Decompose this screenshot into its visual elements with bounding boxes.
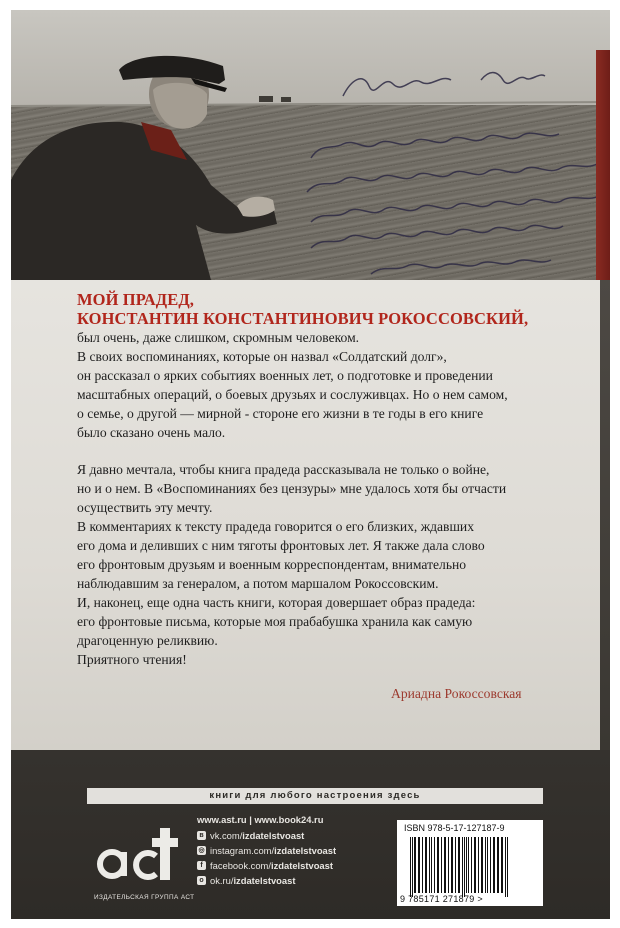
text-line: был очень, даже слишком, скромным человеком. (77, 330, 360, 345)
isbn-text: ISBN 978-5-17-127187-9 (404, 823, 505, 833)
barcode-bar (422, 837, 423, 893)
social-handle: izdatelstvoast (242, 830, 305, 841)
publisher-links (197, 812, 397, 888)
social-ok[interactable] (197, 873, 397, 888)
social-facebook[interactable] (197, 858, 397, 873)
text-line: масштабных операций, о боевых друзьях и сослуживцах. Но о нем самом, (77, 387, 508, 402)
text-line: его фронтовым друзьям и военным корреспондентам, внимательно (77, 557, 467, 572)
photo-figure (11, 10, 610, 280)
barcode-bar (448, 837, 449, 893)
barcode-bar (490, 837, 491, 893)
barcode-bar (497, 837, 499, 893)
ast-logo (94, 820, 194, 908)
annotation-panel (11, 280, 600, 750)
isbn-barcode (397, 820, 543, 906)
barcode-bar (418, 837, 420, 893)
text-line: но и о нем. В «Воспоминаниях без цензуры» мне удалось хотя бы отчасти (77, 481, 507, 496)
social-handle: izdatelstvoast (270, 860, 333, 871)
barcode-bar (501, 837, 503, 893)
annotation-text (77, 290, 577, 669)
text-line: наблюдавшим за генералом, а потом маршалом Рокоссовским. (77, 576, 439, 591)
text-line: Приятного чтения! (77, 652, 187, 667)
vk-icon: в (197, 831, 206, 840)
heading-line-2: КОНСТАНТИН КОНСТАНТИНОВИЧ РОКОССОВСКИЙ, (77, 309, 529, 328)
social-prefix: instagram.com/ (210, 845, 275, 856)
social-handle: izdatelstvoast (274, 845, 337, 856)
text-line: осуществить эту мечту. (77, 500, 213, 515)
website-links[interactable]: www.ast.ru | www.book24.ru (197, 814, 324, 825)
text-line: В своих воспоминаниях, которые он назвал «Солдатский долг», (77, 349, 447, 364)
author-signature: Ариадна Рокоссовская (391, 686, 522, 701)
text-line: его фронтовые письма, которые моя прабабушка хранила как самую (77, 614, 473, 629)
barcode-bar (437, 837, 439, 893)
barcode-bar (458, 837, 460, 893)
tagline-bar: книги для любого настроения здесь (87, 788, 543, 804)
barcode-bar (434, 837, 435, 893)
book-back-cover (11, 10, 610, 919)
text-line: Я давно мечтала, чтобы книга прадеда рассказывала не только о войне, (77, 462, 490, 477)
text-line: его дома и деливших с ним тяготы фронтовых лет. Я также дала слово (77, 538, 485, 553)
right-edge-strip (600, 280, 610, 750)
publisher-block (11, 750, 610, 919)
text-line: было сказано очень мало. (77, 425, 226, 440)
barcode-bar (414, 837, 416, 893)
barcode-bar (466, 837, 467, 893)
barcode-bar (481, 837, 483, 893)
social-prefix: ok.ru/ (210, 875, 234, 886)
barcode-bar (471, 837, 472, 893)
text-line: он рассказал о ярких событиях военных лет, о подготовке и проведении (77, 368, 493, 383)
barcode-bar (478, 837, 479, 893)
text-line: В комментариях к тексту прадеда говорится о его близких, ждавших (77, 519, 475, 534)
ast-logo-icon (94, 820, 194, 892)
barcode-bar (441, 837, 442, 893)
social-instagram[interactable] (197, 843, 397, 858)
barcode-bar (505, 837, 506, 897)
barcode-bar (474, 837, 476, 893)
barcode-bar (429, 837, 430, 893)
red-edge-strip (596, 50, 610, 280)
barcode-bar (487, 837, 488, 893)
barcode-bar (493, 837, 495, 893)
barcode-bar (444, 837, 446, 893)
barcode-bar (464, 837, 465, 897)
barcode-bar (410, 837, 411, 897)
barcode-bar (412, 837, 413, 897)
facebook-icon: f (197, 861, 206, 870)
barcode-bar (425, 837, 427, 893)
barcode-bar (431, 837, 432, 893)
barcode-bar (507, 837, 508, 897)
barcode-bar (462, 837, 463, 897)
heading-line-1: МОЙ ПРАДЕД, (77, 290, 195, 309)
archive-photo (11, 10, 610, 280)
barcode-digits: 9 785171 271879 > (400, 894, 483, 904)
barcode-bar (485, 837, 486, 893)
text-line: о семье, о другой — мирной - стороне его жизни в те годы в его книге (77, 406, 484, 421)
social-prefix: vk.com/ (210, 830, 243, 841)
social-prefix: facebook.com/ (210, 860, 271, 871)
barcode-bar (455, 837, 456, 893)
barcode-bar (468, 837, 469, 893)
barcode-bar (451, 837, 453, 893)
paragraph-gap (77, 442, 577, 460)
ok-icon: о (197, 876, 206, 885)
text-line: драгоценную реликвию. (77, 633, 218, 648)
instagram-icon: ◎ (198, 847, 205, 854)
social-handle: izdatelstvoast (233, 875, 296, 886)
publisher-label: ИЗДАТЕЛЬСКАЯ ГРУППА АСТ (94, 894, 195, 901)
text-line: И, наконец, еще одна часть книги, которая довершает образ прадеда: (77, 595, 476, 610)
social-vk[interactable] (197, 828, 397, 843)
